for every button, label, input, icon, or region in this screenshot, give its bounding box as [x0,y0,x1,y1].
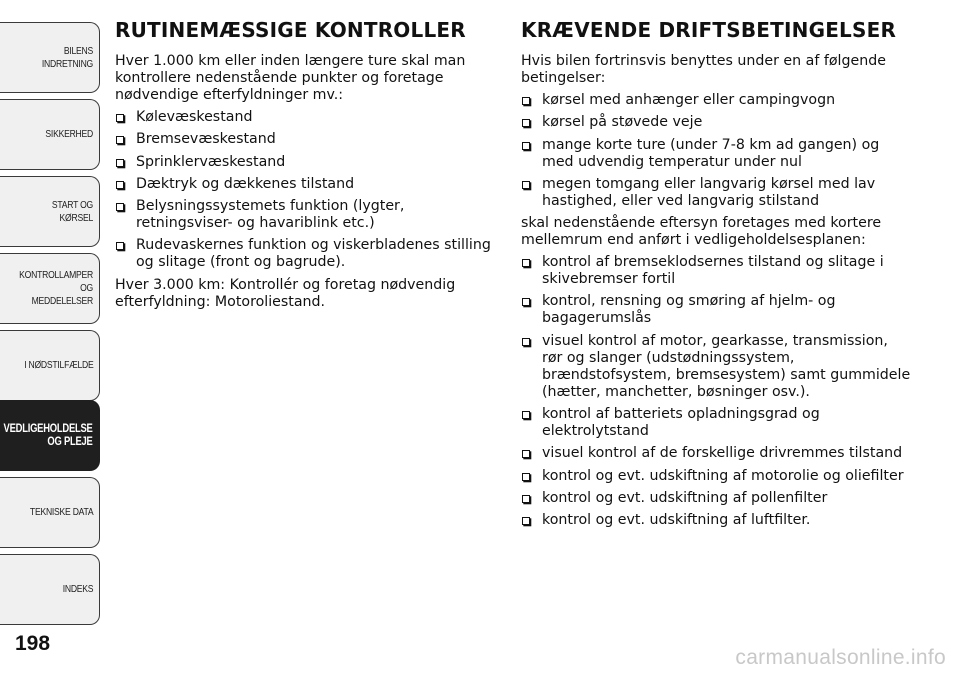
list-item: kørsel på støvede veje [521,114,911,131]
list-item: kontrol og evt. udskiftning af luftfilter. [521,512,911,529]
tab-tekniske-data[interactable] [0,477,100,548]
tab-label: SIKKERHED [45,128,93,140]
checkbox-bullet-icon [522,473,530,481]
tab-label: START OG KØRSEL [51,198,93,224]
checkbox-bullet-icon [522,338,530,346]
checkbox-bullet-icon [116,203,124,211]
checkbox-bullet-icon [522,97,530,105]
section-heading: KRÆVENDE DRIFTSBETINGELSER [521,18,897,42]
list-item: Kølevæskestand [115,109,500,126]
list-item: visuel kontrol af de forskellige drivremmes tilstand [521,445,911,462]
demanding-conditions-section [521,18,911,535]
section-heading: RUTINEMÆSSIGE KONTROLLER [115,18,466,42]
checkbox-bullet-icon [116,181,124,189]
tab-kontrollamper[interactable] [0,253,100,324]
list-item: mange korte ture (under 7-8 km ad gangen) og med udvendig temperatur under nul [521,137,911,171]
tab-label: TEKNISKE DATA [29,506,93,518]
list-item: kontrol og evt. udskiftning af motorolie og oliefilter [521,468,911,485]
checkbox-bullet-icon [522,142,530,150]
checkbox-bullet-icon [522,298,530,306]
list-item: Sprinklervæskestand [115,154,500,171]
checkbox-bullet-icon [116,136,124,144]
checkbox-bullet-icon [522,411,530,419]
tab-label: BILENS INDRETNING [41,44,93,70]
tab-i-nodstilfaelde[interactable] [0,330,100,401]
check-list [115,109,500,271]
tab-label: INDEKS [62,583,93,595]
checkbox-bullet-icon [116,159,124,167]
conditions-list [521,92,911,210]
list-item: kontrol, rensning og smøring af hjelm- og bagagerumslås [521,293,911,327]
routine-checks-section [115,18,500,316]
outro-text: Hver 3.000 km: Kontrollér og foretag nødvendig efterfyldning: Motoroliestand. [115,276,456,310]
tab-label: KONTROLLAMPER OG MEDDELELSER [19,269,93,307]
checkbox-bullet-icon [522,119,530,127]
list-item: kontrol af bremseklodsernes tilstand og slitage i skivebremser fortil [521,254,911,288]
list-item: kørsel med anhænger eller campingvogn [521,92,911,109]
tab-indeks[interactable] [0,554,100,625]
checkbox-bullet-icon [522,259,530,267]
intro-text: Hvis bilen fortrinsvis benyttes under en af følgende betingelser: [521,53,886,86]
checkbox-bullet-icon [522,181,530,189]
inspection-list [521,254,911,529]
checkbox-bullet-icon [116,114,124,122]
tab-label: I NØDSTILFÆLDE [23,359,93,371]
tab-vedligeholdelse[interactable] [0,400,100,471]
tab-start-og-korsel[interactable] [0,176,100,247]
list-item: visuel kontrol af motor, gearkasse, transmission, rør og slanger (udstødningssystem, brændstofsystem, bremsesystem) samt gummidele (hætter, manchetter, bøsninger osv.). [521,333,911,401]
checkbox-bullet-icon [522,495,530,503]
list-item: Bremsevæskestand [115,131,500,148]
tab-sikkerhed[interactable] [0,99,100,170]
intro-text: Hver 1.000 km eller inden længere ture skal man kontrollere nedenstående punkter og foretage nødvendige efterfyldninger mv.: [115,53,466,103]
list-item: Dæktryk og dækkenes tilstand [115,176,500,193]
tab-bilens-indretning[interactable] [0,22,100,93]
middle-text: skal nedenstående eftersyn foretages med kortere mellemrum end anført i vedligeholdelsesplanen: [521,215,882,249]
list-item: Rudevaskernes funktion og viskerbladenes stilling og slitage (front og bagrude). [115,237,500,271]
tab-label: VEDLIGEHOLDELSE OG PLEJE [3,422,93,448]
list-item: kontrol og evt. udskiftning af pollenfilter [521,490,911,507]
checkbox-bullet-icon [522,517,530,525]
checkbox-bullet-icon [116,242,124,250]
list-item: kontrol af batteriets opladningsgrad og elektrolytstand [521,406,911,440]
checkbox-bullet-icon [522,450,530,458]
watermark: carmanualsonline.info [735,646,946,669]
list-item: Belysningssystemets funktion (lygter, retningsviser- og havariblink etc.) [115,198,500,232]
list-item: megen tomgang eller langvarig kørsel med lav hastighed, eller ved langvarig stilstand [521,176,911,210]
page-number: 198 [15,632,51,655]
